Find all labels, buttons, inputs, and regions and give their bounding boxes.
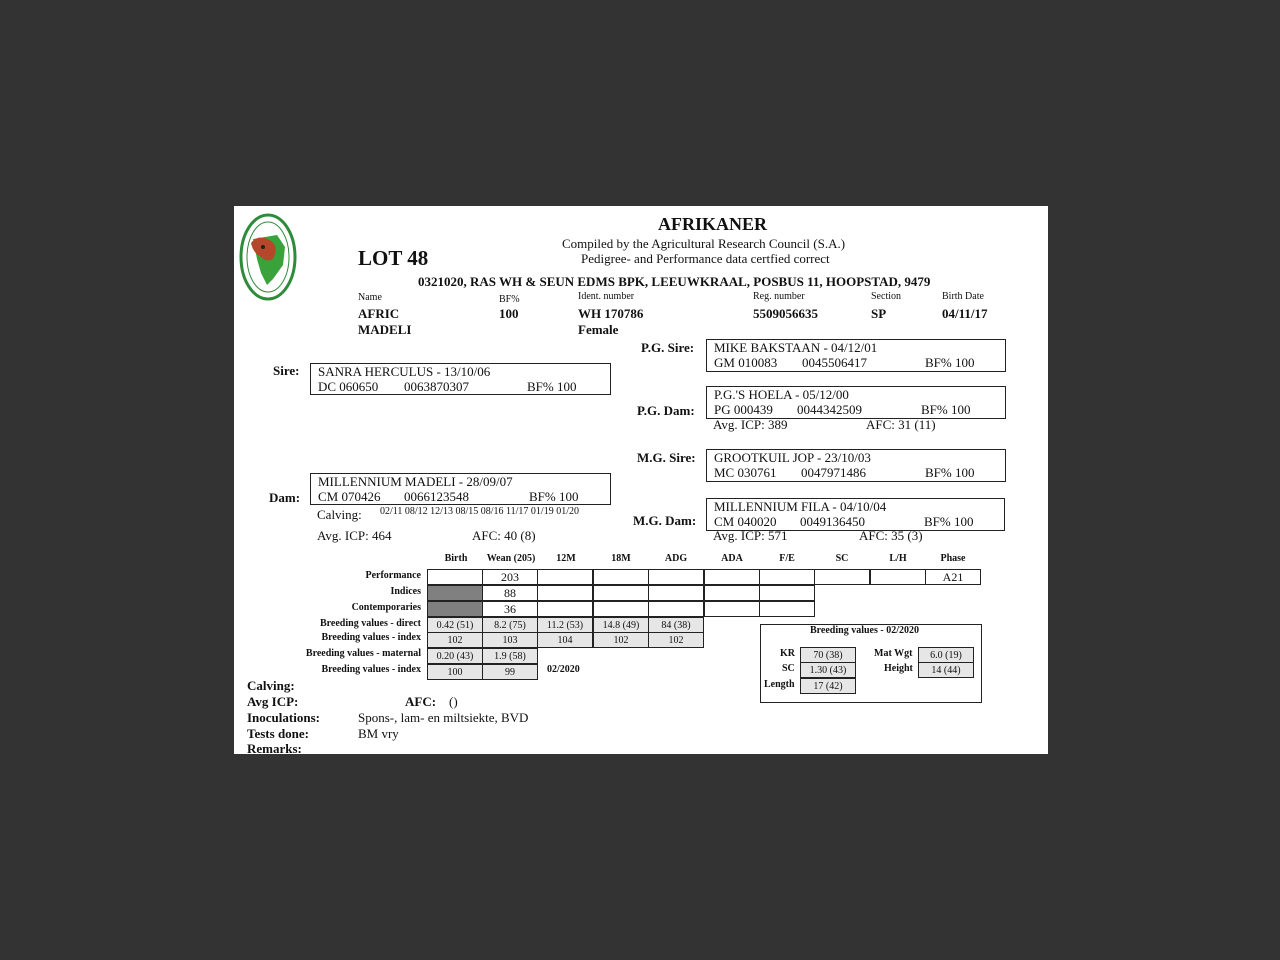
mg-sire-name: GROOTKUIL JOP - 23/10/03 <box>714 450 871 465</box>
bv-maternal-cell: 1.9 (58) <box>482 648 538 664</box>
indices-cell: 88 <box>482 585 538 601</box>
row-contemporaries: Contemporaries <box>351 602 421 613</box>
pg-dam-bf: BF% 100 <box>921 402 971 417</box>
pg-sire-code: GM 010083 <box>714 355 778 370</box>
length-value: 17 (42) <box>800 678 856 694</box>
row-bv-direct: Breeding values - direct <box>319 618 421 629</box>
afrikaner-society-logo-icon <box>239 213 297 301</box>
mg-dam-label: M.G. Dam: <box>633 513 697 528</box>
pg-dam-code: PG 000439 <box>714 402 773 417</box>
row-indices: Indices <box>390 586 421 597</box>
performance-cell <box>704 569 760 585</box>
pg-dam-name: P.G.'S HOELA - 05/12/00 <box>714 387 849 402</box>
contemporaries-cell <box>593 601 649 617</box>
row-performance: Performance <box>365 570 421 581</box>
tests-value: BM vry <box>358 726 399 741</box>
pg-dam-label: P.G. Dam: <box>637 403 695 418</box>
dam-reg: 0066123548 <box>404 489 469 504</box>
footer-icp-label: Avg ICP: <box>247 694 299 709</box>
bv-direct-cell: 8.2 (75) <box>482 617 538 633</box>
col-phase: Phase <box>940 553 966 564</box>
bv-direct-cell: 11.2 (53) <box>537 617 593 633</box>
bf-label: BF% <box>499 294 520 305</box>
section-label: Section <box>871 291 901 302</box>
pg-sire-bf: BF% 100 <box>925 355 975 370</box>
name-label: Name <box>358 292 382 303</box>
matwgt-label: Mat Wgt <box>874 648 913 659</box>
sire-box <box>310 363 611 395</box>
certified-text: Pedigree- and Performance data certfied correct <box>581 251 830 266</box>
dam-calving-label: Calving: <box>317 507 362 522</box>
breeding-values-box <box>760 624 982 703</box>
pg-dam-reg: 0044342509 <box>797 402 862 417</box>
indices-cell <box>704 585 760 601</box>
mg-sire-label: M.G. Sire: <box>637 450 696 465</box>
performance-cell <box>648 569 704 585</box>
length-label: Length <box>764 679 795 690</box>
indices-cell <box>427 585 483 601</box>
dam-name: MILLENNIUM MADELI - 28/09/07 <box>318 474 513 489</box>
pg-dam-icp: Avg. ICP: 389 <box>713 417 788 432</box>
pg-sire-name: MIKE BAKSTAAN - 04/12/01 <box>714 340 878 355</box>
mg-dam-afc: AFC: 35 (3) <box>859 528 923 543</box>
mg-dam-reg: 0049136450 <box>800 514 865 529</box>
contemporaries-cell <box>427 601 483 617</box>
col-birth: Birth <box>444 553 468 564</box>
mg-dam-bf: BF% 100 <box>924 514 974 529</box>
dam-calving: 02/11 08/12 12/13 08/15 08/16 11/17 01/19 01/20 <box>380 506 579 517</box>
bv-maternal-index-cell: 100 <box>427 664 483 680</box>
indices-cell <box>759 585 815 601</box>
row-bv-index: Breeding values - index <box>321 632 421 643</box>
col-ada: ADA <box>721 553 743 564</box>
birth-label: Birth Date <box>942 291 984 302</box>
bv-index-cell: 104 <box>537 632 593 648</box>
contemporaries-cell <box>704 601 760 617</box>
col-adg: ADG <box>664 553 688 564</box>
performance-cell: 203 <box>482 569 538 585</box>
col-18m: 18M <box>611 553 631 564</box>
reg-label: Reg. number <box>753 291 805 302</box>
height-value: 14 (44) <box>918 662 974 678</box>
bv-index-cell: 102 <box>648 632 704 648</box>
animal-name-2: MADELI <box>358 322 412 337</box>
contemporaries-cell <box>648 601 704 617</box>
col-fe: F/E <box>779 553 795 564</box>
breed-title: AFRIKANER <box>658 214 768 234</box>
performance-cell <box>593 569 649 585</box>
performance-cell <box>759 569 815 585</box>
indices-cell <box>593 585 649 601</box>
pg-sire-reg: 0045506417 <box>802 355 867 370</box>
dam-label: Dam: <box>269 490 301 505</box>
animal-reg: 5509056635 <box>753 306 818 321</box>
mg-sire-reg: 0047971486 <box>801 465 866 480</box>
performance-cell: A21 <box>925 569 981 585</box>
col-lh: L/H <box>889 553 907 564</box>
mg-dam-icp: Avg. ICP: 571 <box>713 528 788 543</box>
bv-index-cell: 103 <box>482 632 538 648</box>
inoculations-value: Spons-, lam- en miltsiekte, BVD <box>358 710 529 725</box>
animal-sex: Female <box>578 322 619 337</box>
dam-icp: Avg. ICP: 464 <box>317 528 392 543</box>
sire-name: SANRA HERCULUS - 13/10/06 <box>318 364 491 379</box>
col-12m: 12M <box>556 553 576 564</box>
dam-code: CM 070426 <box>318 489 381 504</box>
col-wean: Wean (205) <box>486 553 536 564</box>
row-bv-maternal: Breeding values - maternal <box>305 648 421 659</box>
bv-direct-cell: 14.8 (49) <box>593 617 649 633</box>
footer-afc-value: () <box>449 694 458 709</box>
performance-cell <box>814 569 870 585</box>
footer-afc-label: AFC: <box>405 694 437 709</box>
sc-label: SC <box>782 663 795 674</box>
tests-label: Tests done: <box>247 726 310 741</box>
animal-name-1: AFRIC <box>358 306 400 321</box>
row-bv-maternal-index: Breeding values - index <box>321 664 421 675</box>
height-label: Height <box>884 663 913 674</box>
kr-label: KR <box>780 648 795 659</box>
ident-label: Ident. number <box>578 291 635 302</box>
pedigree-card <box>234 206 1048 754</box>
animal-section: SP <box>871 306 887 321</box>
remarks-label: Remarks: <box>247 741 302 754</box>
contemporaries-cell: 36 <box>482 601 538 617</box>
dam-bf: BF% 100 <box>529 489 579 504</box>
owner-line: 0321020, RAS WH & SEUN EDMS BPK, LEEUWKRAAL, POSBUS 11, HOOPSTAD, 9479 <box>418 274 931 289</box>
bv-direct-cell: 84 (38) <box>648 617 704 633</box>
sire-reg: 0063870307 <box>404 379 469 394</box>
footer-calving-label: Calving: <box>247 678 295 693</box>
pg-dam-box <box>706 386 1006 419</box>
mg-sire-box <box>706 449 1006 482</box>
performance-cell <box>537 569 593 585</box>
contemporaries-cell <box>537 601 593 617</box>
mg-dam-code: CM 040020 <box>714 514 777 529</box>
mg-sire-code: MC 030761 <box>714 465 777 480</box>
inoculations-label: Inoculations: <box>247 710 320 725</box>
lot-number: LOT 48 <box>358 246 429 270</box>
kr-value: 70 (38) <box>800 647 856 663</box>
dam-box <box>310 473 611 505</box>
pg-sire-label: P.G. Sire: <box>641 340 695 355</box>
mg-dam-name: MILLENNIUM FILA - 04/10/04 <box>714 499 887 514</box>
bv-box-title: Breeding values - 02/2020 <box>810 625 919 636</box>
dam-afc: AFC: 40 (8) <box>472 528 536 543</box>
compiled-by: Compiled by the Agricultural Research Council (S.A.) <box>562 236 846 251</box>
indices-cell <box>537 585 593 601</box>
sire-label: Sire: <box>273 363 300 378</box>
bv-maternal-index-cell: 99 <box>482 664 538 680</box>
contemporaries-cell <box>759 601 815 617</box>
performance-cell <box>870 569 926 585</box>
bv-maternal-cell: 0.20 (43) <box>427 648 483 664</box>
bv-index-cell: 102 <box>427 632 483 648</box>
bv-direct-cell: 0.42 (51) <box>427 617 483 633</box>
animal-ident: WH 170786 <box>578 306 644 321</box>
col-sc: SC <box>835 553 849 564</box>
bv-index-cell: 102 <box>593 632 649 648</box>
mg-dam-box <box>706 498 1005 531</box>
mg-sire-bf: BF% 100 <box>925 465 975 480</box>
sire-code: DC 060650 <box>318 379 379 394</box>
indices-cell <box>648 585 704 601</box>
bv-date: 02/2020 <box>547 664 580 675</box>
sire-bf: BF% 100 <box>527 379 577 394</box>
pg-sire-box <box>706 339 1006 372</box>
matwgt-value: 6.0 (19) <box>918 647 974 663</box>
pg-dam-afc: AFC: 31 (11) <box>866 417 936 432</box>
animal-birth: 04/11/17 <box>942 306 988 321</box>
performance-cell <box>427 569 483 585</box>
animal-bf: 100 <box>499 306 519 321</box>
sc-value: 1.30 (43) <box>800 662 856 678</box>
